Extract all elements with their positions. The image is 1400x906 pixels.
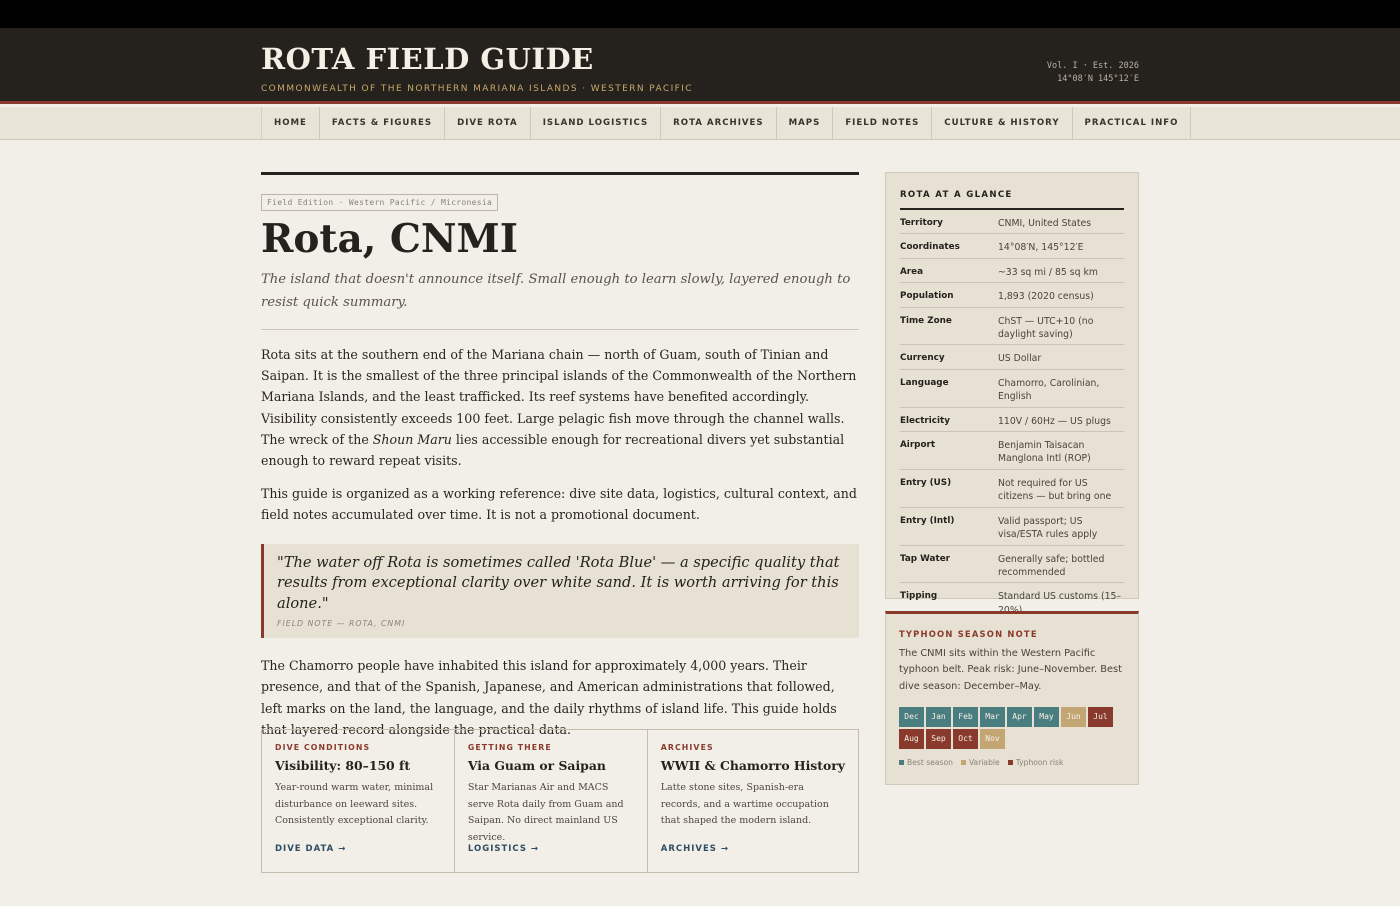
nav-items	[261, 107, 1191, 139]
month-sep: Sep	[926, 729, 951, 749]
glance-row	[900, 345, 1124, 369]
archives-link[interactable]: ARCHIVES →	[660, 844, 729, 854]
main-article	[261, 172, 859, 740]
coordinates-line: 14°08′N 145°12′E	[1057, 74, 1139, 84]
nav-item-island-logistics[interactable]: ISLAND LOGISTICS	[531, 107, 661, 139]
card-eyebrow: ARCHIVES	[660, 743, 714, 752]
month-apr: Apr	[1007, 707, 1032, 727]
glance-value: Valid passport; US visa/ESTA rules apply	[998, 515, 1098, 541]
site-title[interactable]: ROTA FIELD GUIDE	[261, 42, 594, 76]
glance-key: Language	[900, 377, 949, 388]
legend-best	[899, 758, 953, 767]
glance-key: Currency	[900, 353, 945, 364]
logistics-link[interactable]: LOGISTICS →	[467, 844, 540, 854]
nav-item-facts-figures[interactable]: FACTS & FIGURES	[320, 107, 445, 139]
card-eyebrow: DIVE CONDITIONS	[275, 743, 371, 752]
glance-key: Tap Water	[900, 553, 950, 564]
glance-row	[900, 470, 1124, 508]
glance-value: ~33 sq mi / 85 sq km	[998, 266, 1098, 278]
top-rule	[261, 172, 859, 175]
card-eyebrow: GETTING THERE	[467, 743, 552, 752]
quote-text: "The water off Rota is sometimes called 'Rota Blue' — a specific quality that results from exceptional clarity over white sand. It is worth arriving for this alone."	[277, 553, 840, 612]
glance-value: Not required for US citizens — but bring one	[998, 477, 1112, 503]
glance-key: Territory	[900, 218, 943, 228]
intro-text-2: lies accessible enough for recreational divers yet substantial enough to reward repeat visits.	[261, 431, 845, 469]
month-nov: Nov	[980, 729, 1005, 749]
legend-variable	[961, 758, 1000, 767]
page-title: Rota, CNMI	[261, 216, 518, 262]
month-dec: Dec	[899, 707, 924, 727]
lede: The island that doesn't announce itself. Small enough to learn slowly, layered enough to resist quick summary.	[261, 268, 859, 330]
organization-paragraph: This guide is organized as a working reference: dive site data, logistics, cultural context, and field notes accumulated over time. It is not a promotional document.	[261, 486, 857, 523]
glance-value: US Dollar	[998, 353, 1042, 365]
month-oct: Oct	[953, 729, 978, 749]
dive-data-link[interactable]: DIVE DATA →	[275, 844, 347, 854]
legend-risk-label: Typhoon risk	[1015, 757, 1064, 767]
glance-key: Area	[900, 266, 924, 277]
card-archives	[648, 730, 858, 872]
legend-risk	[1008, 758, 1064, 767]
legend-best-label: Best season	[907, 757, 953, 767]
card-title: WWII & Chamorro History	[660, 758, 846, 773]
month-may: May	[1034, 707, 1059, 727]
glance-value: Generally safe; bottled recommended	[998, 553, 1105, 578]
nav-item-practical-info[interactable]: PRACTICAL INFO	[1073, 107, 1192, 139]
site-subtitle: COMMONWEALTH OF THE NORTHERN MARIANA ISLANDS · WESTERN PACIFIC	[261, 84, 693, 94]
legend-variable-label: Variable	[968, 757, 1000, 767]
glance-key: Airport	[900, 440, 936, 451]
nav-item-home[interactable]: HOME	[262, 107, 320, 139]
masthead-meta	[1047, 60, 1139, 86]
glance-key: Population	[900, 291, 954, 302]
glance-value: Standard US customs (15–	[998, 591, 1122, 603]
feature-cards	[261, 729, 859, 873]
glance-key: Coordinates	[900, 242, 960, 253]
month-aug: Aug	[899, 729, 924, 749]
variable-swatch	[961, 760, 966, 765]
card-dive-conditions	[262, 730, 455, 872]
glance-row	[900, 370, 1124, 408]
month-jul: Jul	[1088, 707, 1113, 727]
month-mar: Mar	[980, 707, 1005, 727]
glance-row	[900, 234, 1124, 258]
field-note-quote	[261, 544, 859, 639]
nav-item-culture-history[interactable]: CULTURE & HISTORY	[932, 107, 1072, 139]
nav-item-maps[interactable]: MAPS	[777, 107, 834, 139]
masthead	[0, 28, 1400, 104]
card-body: Latte stone sites, Spanish-era records, and a wartime occupation that shaped the modern island.	[660, 782, 829, 826]
glance-key: Entry (Intl)	[900, 515, 955, 526]
month-jun: Jun	[1061, 707, 1086, 727]
glance-row	[900, 408, 1124, 432]
best-swatch	[899, 760, 904, 765]
typhoon-body: The CNMI sits within the Western Pacific typhoon belt. Peak risk: June–November. Best dive season: December–May.	[899, 648, 1122, 692]
nav-item-field-notes[interactable]: FIELD NOTES	[833, 107, 932, 139]
glance-row	[900, 283, 1124, 307]
typhoon-season-panel	[885, 611, 1139, 785]
intro-paragraph	[261, 344, 859, 471]
history-paragraph: The Chamorro people have inhabited this island for approximately 4,000 years. Their presence, and that of the Spanish, Japanese, and American administrations that followed, left marks on the land, the language, and the daily rhythms of island life. This guide holds that layered record alongside the practical data.	[261, 658, 837, 737]
glance-value: Chamorro, Carolinian, English	[998, 377, 1100, 403]
month-feb: Feb	[953, 707, 978, 727]
glance-value: Benjamin Taisacan Manglona Intl (ROP)	[998, 440, 1091, 465]
glance-row	[900, 308, 1124, 346]
glance-row	[900, 546, 1124, 584]
card-body: Star Marianas Air and MACS serve Rota daily from Guam and Saipan. No direct mainland US service.	[467, 782, 624, 843]
volume-line: Vol. I · Est. 2026	[1046, 61, 1139, 71]
card-getting-there	[455, 730, 648, 872]
nav-item-rota-archives[interactable]: ROTA ARCHIVES	[661, 107, 776, 139]
glance-value: ChST — UTC+10 (no daylight saving)	[998, 315, 1094, 341]
wreck-name: Shoun Maru	[372, 431, 452, 447]
nav-item-dive-rota[interactable]: DIVE ROTA	[445, 107, 531, 139]
glance-key: Electricity	[900, 415, 950, 426]
glance-value: 110V / 60Hz — US plugs	[998, 415, 1111, 427]
season-legend	[899, 758, 1125, 767]
glance-key: Time Zone	[900, 315, 952, 326]
main-nav	[0, 107, 1400, 140]
browser-top-bar	[0, 0, 1400, 28]
at-a-glance-panel	[885, 172, 1139, 603]
month-jan: Jan	[926, 707, 951, 727]
glance-row	[900, 259, 1124, 283]
month-calendar	[899, 707, 1127, 749]
typhoon-title: TYPHOON SEASON NOTE	[899, 629, 1038, 639]
glance-row	[900, 432, 1124, 470]
glance-key: Tipping	[900, 591, 938, 602]
glance-title: ROTA AT A GLANCE	[900, 190, 1124, 210]
risk-swatch	[1008, 760, 1013, 765]
card-body: Year-round warm water, minimal disturbance on leeward sites. Consistently exceptional clarity.	[275, 782, 434, 826]
glance-value: 1,893 (2020 census)	[998, 291, 1094, 303]
card-title: Via Guam or Saipan	[467, 758, 606, 773]
glance-table	[900, 210, 1124, 621]
glance-value: CNMI, United States	[998, 218, 1092, 229]
glance-value: 14°08′N, 145°12′E	[998, 242, 1084, 254]
glance-row	[900, 210, 1124, 234]
glance-key: Entry (US)	[900, 477, 952, 488]
card-title: Visibility: 80–150 ft	[275, 758, 411, 773]
glance-row	[900, 508, 1124, 546]
quote-citation: FIELD NOTE — ROTA, CNMI	[277, 619, 406, 629]
edition-tag: Field Edition · Western Pacific / Micronesia	[261, 194, 498, 211]
intro-text-1: Rota sits at the southern end of the Mariana chain — north of Guam, south of Tinian and Saipan. It is the smallest of the three principal islands of the Commonwealth of the Northern Mariana Islands, and the least trafficked. Its reef systems have benefited accordingly. Visibility consistently exceeds 100 feet. Large pelagic fish move through the channel walls. The wreck of the	[261, 347, 857, 447]
